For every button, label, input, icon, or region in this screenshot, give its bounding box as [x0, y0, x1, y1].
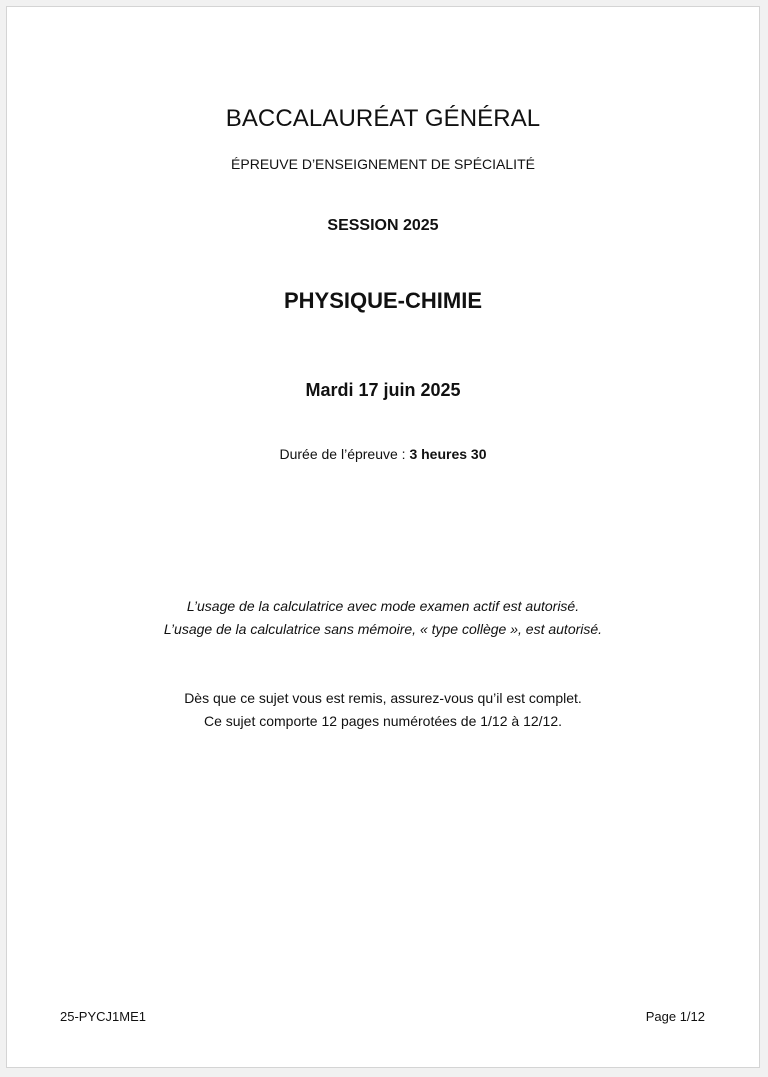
duration-value: 3 heures 30: [409, 446, 487, 462]
duration-label: Durée de l’épreuve :: [279, 446, 410, 462]
exam-title: BACCALAURÉAT GÉNÉRAL: [225, 105, 541, 132]
page-count-note: Ce sujet comporte 12 pages numérotées de 1/12 à 12/12.: [203, 713, 562, 729]
exam-duration: [7, 446, 759, 462]
exam-date: Mardi 17 juin 2025: [305, 380, 461, 400]
footer-page-number: Page 1/12: [645, 1009, 705, 1024]
completeness-note: Dès que ce sujet vous est remis, assurez-vous qu’il est complet.: [184, 690, 582, 706]
session-label: SESSION 2025: [327, 217, 439, 234]
document-page: [6, 6, 760, 1068]
calculator-rule-2: L’usage de la calculatrice sans mémoire, « type collège », est autorisé.: [163, 621, 603, 637]
footer-code: 25-PYCJ1ME1: [60, 1009, 146, 1024]
subject-title: PHYSIQUE-CHIMIE: [283, 288, 483, 313]
calculator-rule-1: L’usage de la calculatrice avec mode examen actif est autorisé.: [186, 598, 580, 614]
exam-subtitle: ÉPREUVE D’ENSEIGNEMENT DE SPÉCIALITÉ: [231, 156, 535, 172]
